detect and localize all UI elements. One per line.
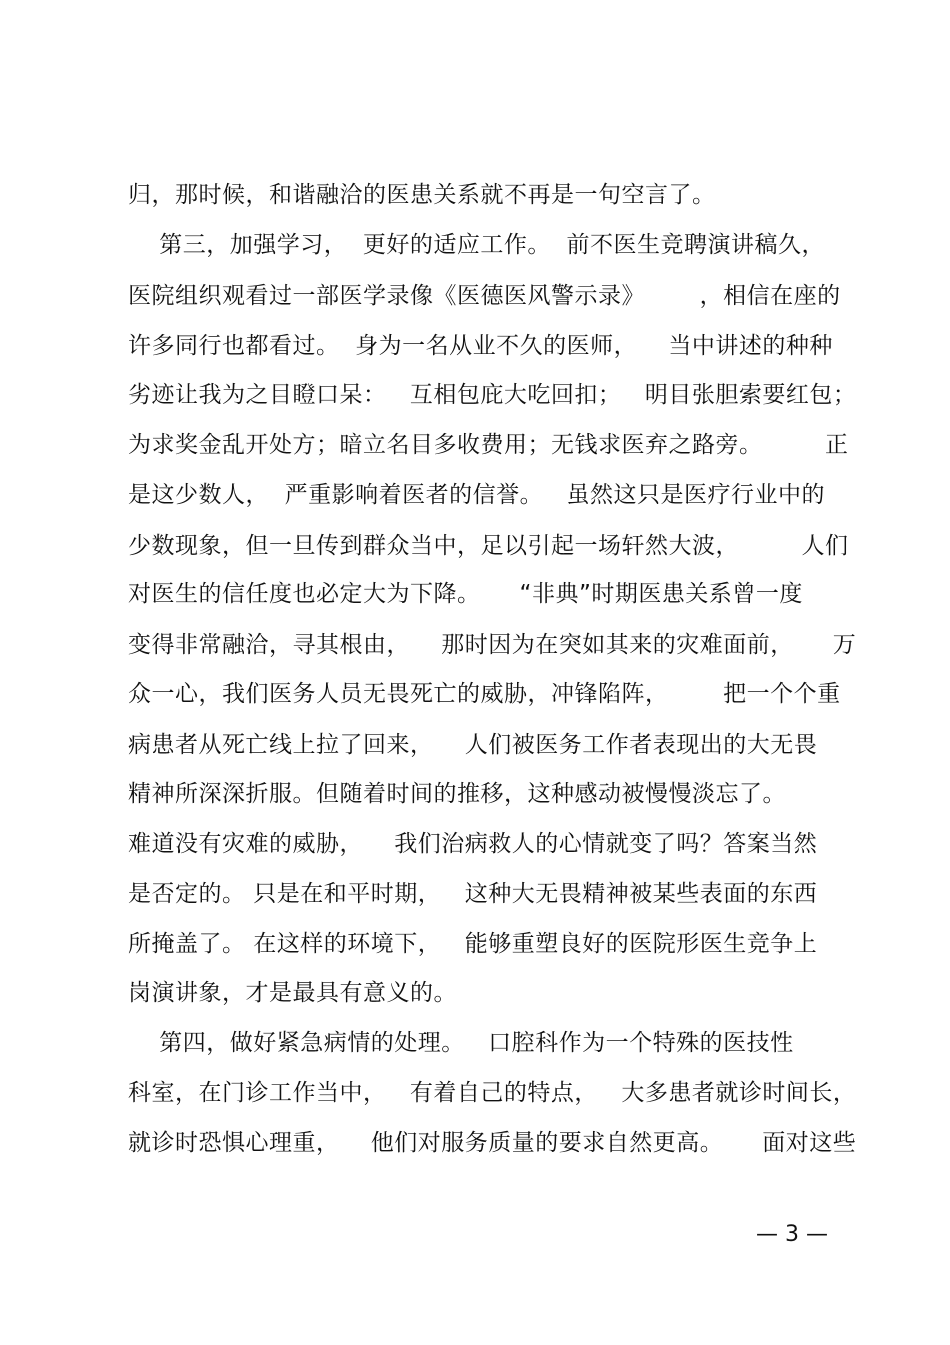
- text-line: 就诊时恐惧心理重， 他们对服务质量的要求自然更高。 面对这些: [128, 1130, 857, 1156]
- text-line: 少数现象，但一旦传到群众当中，足以引起一场轩然大波， 人们: [128, 533, 849, 559]
- text-line: 科室，在门诊工作当中， 有着自己的特点， 大多患者就诊时间长，: [128, 1080, 857, 1106]
- text-line: 病患者从死亡线上拉了回来， 人们被医务工作者表现出的大无畏: [128, 732, 818, 758]
- text-line: 第三，加强学习， 更好的适应工作。 前不医生竞聘演讲稿久，: [128, 232, 825, 258]
- text-line: 为求奖金乱开处方；暗立名目多收费用；无钱求医弃之路旁。 正: [128, 432, 849, 458]
- text-line: 变得非常融洽，寻其根由， 那时因为在突如其来的灾难面前， 万: [128, 632, 857, 658]
- text-line: 众一心，我们医务人员无畏死亡的威胁，冲锋陷阵， 把一个个重: [128, 681, 841, 707]
- text-line: 医院组织观看过一部医学录像《医德医风警示录》 ，相信在座的: [128, 283, 841, 309]
- text-line: 劣迹让我为之目瞪口呆： 互相包庇大吃回扣； 明目张胆索要红包；: [128, 382, 857, 408]
- text-line: 精神所深深折服。但随着时间的推移，这种感动被慢慢淡忘了。: [128, 781, 786, 807]
- text-line: 所掩盖了。 在这样的环境下， 能够重塑良好的医院形医生竞争上: [128, 931, 818, 957]
- text-line: 是这少数人， 严重影响着医者的信誉。 虽然这只是医疗行业中的: [128, 482, 826, 508]
- text-line: 岗演讲象，才是最具有意义的。: [128, 980, 457, 1006]
- text-line: 是否定的。 只是在和平时期， 这种大无畏精神被某些表面的东西: [128, 881, 818, 907]
- text-line: 第四，做好紧急病情的处理。 口腔科作为一个特殊的医技性: [128, 1030, 794, 1056]
- text-line: 许多同行也都看过。 身为一名从业不久的医师， 当中讲述的种种: [128, 333, 833, 359]
- text-line: 难道没有灾难的威胁， 我们治病救人的心情就变了吗？答案当然: [128, 831, 818, 857]
- text-line: 对医生的信任度也必定大为下降。 “非典”时期医患关系曾一度: [128, 581, 803, 607]
- page-number: — 3 —: [756, 1222, 828, 1247]
- text-line: 归，那时候，和谐融洽的医患关系就不再是一句空言了。: [128, 182, 716, 208]
